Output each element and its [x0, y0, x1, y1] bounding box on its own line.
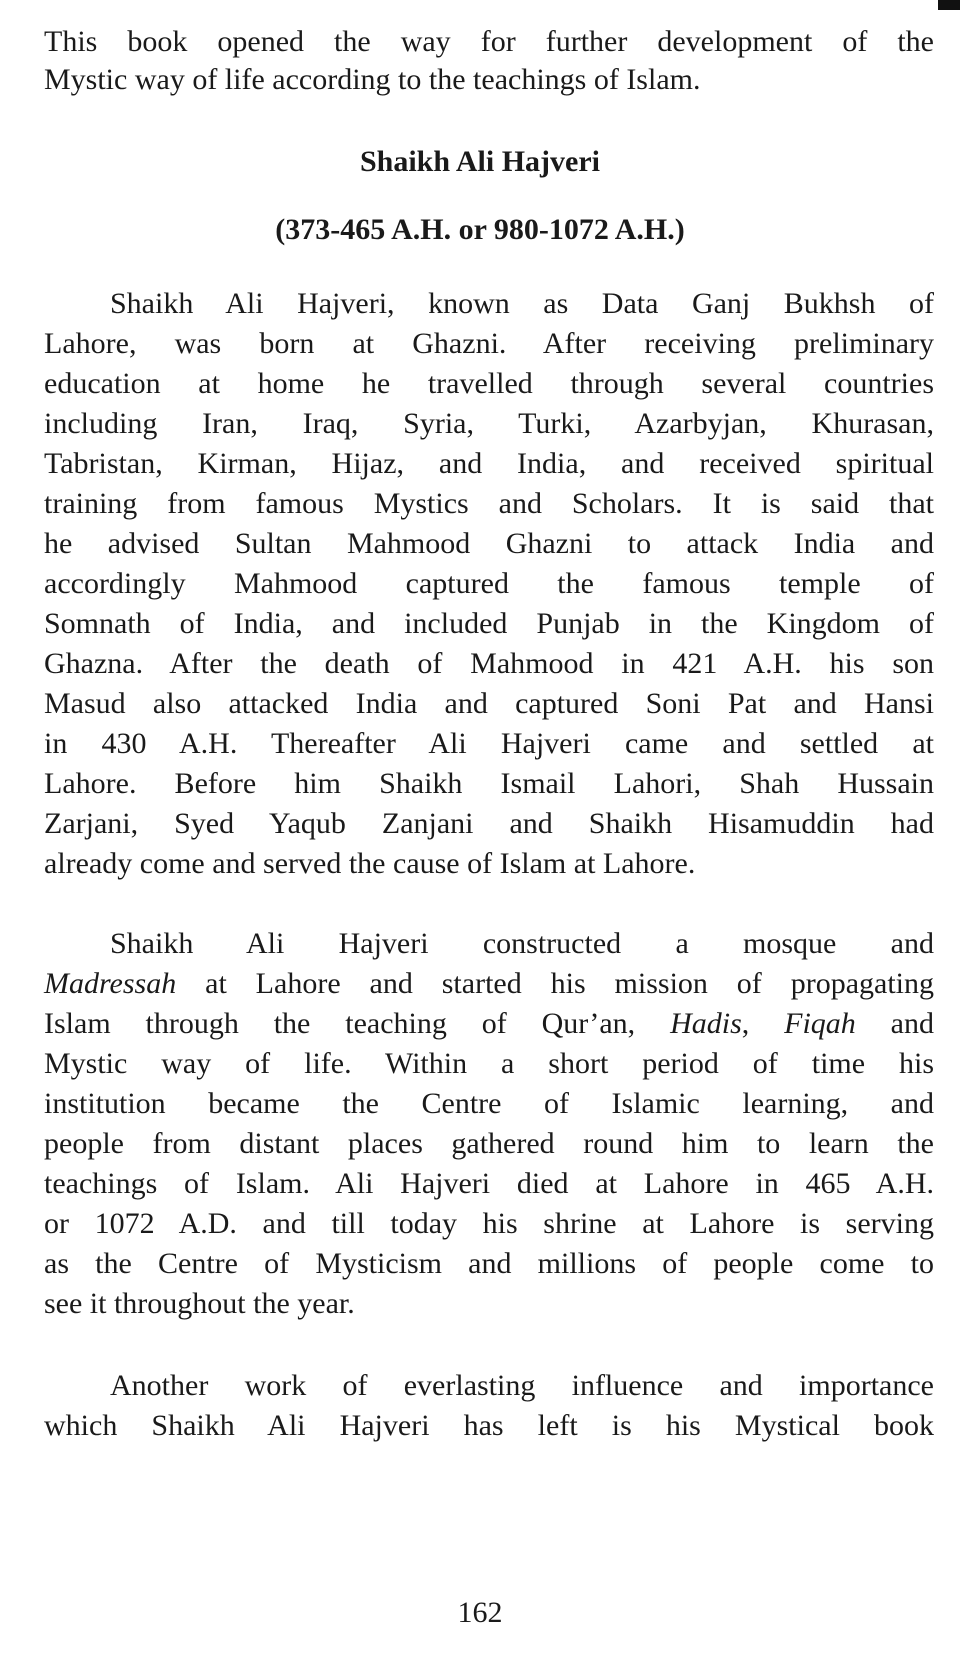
paragraph-1-line: already come and served the cause of Islam at Lahore. [44, 847, 696, 880]
paragraph-1-line: he advised Sultan Mahmood Ghazni to attack India and [44, 527, 934, 560]
page-number: 162 [457, 1596, 503, 1629]
term-hadis: Hadis [670, 1007, 742, 1040]
paragraph-2-line: see it throughout the year. [44, 1287, 355, 1320]
paragraph-2-text: , [741, 1007, 785, 1040]
term-madressah: Madressah [44, 967, 177, 1000]
term-fiqah: Fiqah [784, 1007, 856, 1040]
intro-line: Mystic way of life according to the teachings of Islam. [44, 63, 701, 96]
paragraph-1-line: Somnath of India, and included Punjab in the Kingdom of [44, 607, 934, 640]
paragraph-1-line: Lahore, was born at Ghazni. After receiving preliminary [44, 327, 934, 360]
paragraph-2-line: institution became the Centre of Islamic learning, and [44, 1087, 934, 1120]
section-title: Shaikh Ali Hajveri [359, 145, 601, 178]
scan-edge-mark [938, 0, 960, 10]
paragraph-2-line: or 1072 A.D. and till today his shrine at Lahore is serving [44, 1207, 934, 1240]
intro-line: This book opened the way for further development of the [44, 25, 934, 58]
paragraph-1-line: Ghazna. After the death of Mahmood in 421 A.H. his son [44, 647, 934, 680]
paragraph-1-line: including Iran, Iraq, Syria, Turki, Azarbyjan, Khurasan, [44, 407, 934, 440]
paragraph-1-line: in 430 A.H. Thereafter Ali Hajveri came and settled at [44, 727, 934, 760]
paragraph-2-text: at Lahore and started his mission of propagating [176, 967, 934, 1000]
paragraph-1-line: Masud also attacked India and captured Soni Pat and Hansi [44, 687, 934, 720]
paragraph-1-line: Zarjani, Syed Yaqub Zanjani and Shaikh Hisamuddin had [44, 807, 934, 840]
paragraph-2-line [44, 1006, 934, 1042]
paragraph-1-line: education at home he travelled through several countries [44, 367, 934, 400]
paragraph-2-text: Islam through the teaching of Qur’an, [44, 1007, 671, 1040]
paragraph-2-line: Mystic way of life. Within a short period of time his [44, 1047, 934, 1080]
paragraph-2-line: people from distant places gathered round him to learn the [44, 1127, 934, 1160]
paragraph-2-line [44, 966, 934, 1002]
paragraph-2-text: and [855, 1007, 934, 1040]
paragraph-2-line: teachings of Islam. Ali Hajveri died at Lahore in 465 A.H. [44, 1167, 934, 1200]
paragraph-1-line: Lahore. Before him Shaikh Ismail Lahori, Shah Hussain [44, 767, 934, 800]
paragraph-1-line: Shaikh Ali Hajveri, known as Data Ganj Bukhsh of [110, 287, 934, 320]
paragraph-1-line: accordingly Mahmood captured the famous temple of [44, 567, 934, 600]
paragraph-3-line: which Shaikh Ali Hajveri has left is his Mystical book [44, 1409, 934, 1442]
paragraph-2-line: Shaikh Ali Hajveri constructed a mosque and [110, 927, 934, 960]
paragraph-3-line: Another work of everlasting influence and importance [110, 1369, 934, 1402]
paragraph-1-line: Tabristan, Kirman, Hijaz, and India, and received spiritual [44, 447, 934, 480]
paragraph-1-line: training from famous Mystics and Scholars. It is said that [44, 487, 934, 520]
paragraph-2-line: as the Centre of Mysticism and millions of people come to [44, 1247, 934, 1280]
section-dates: (373-465 A.H. or 980-1072 A.H.) [275, 213, 685, 246]
